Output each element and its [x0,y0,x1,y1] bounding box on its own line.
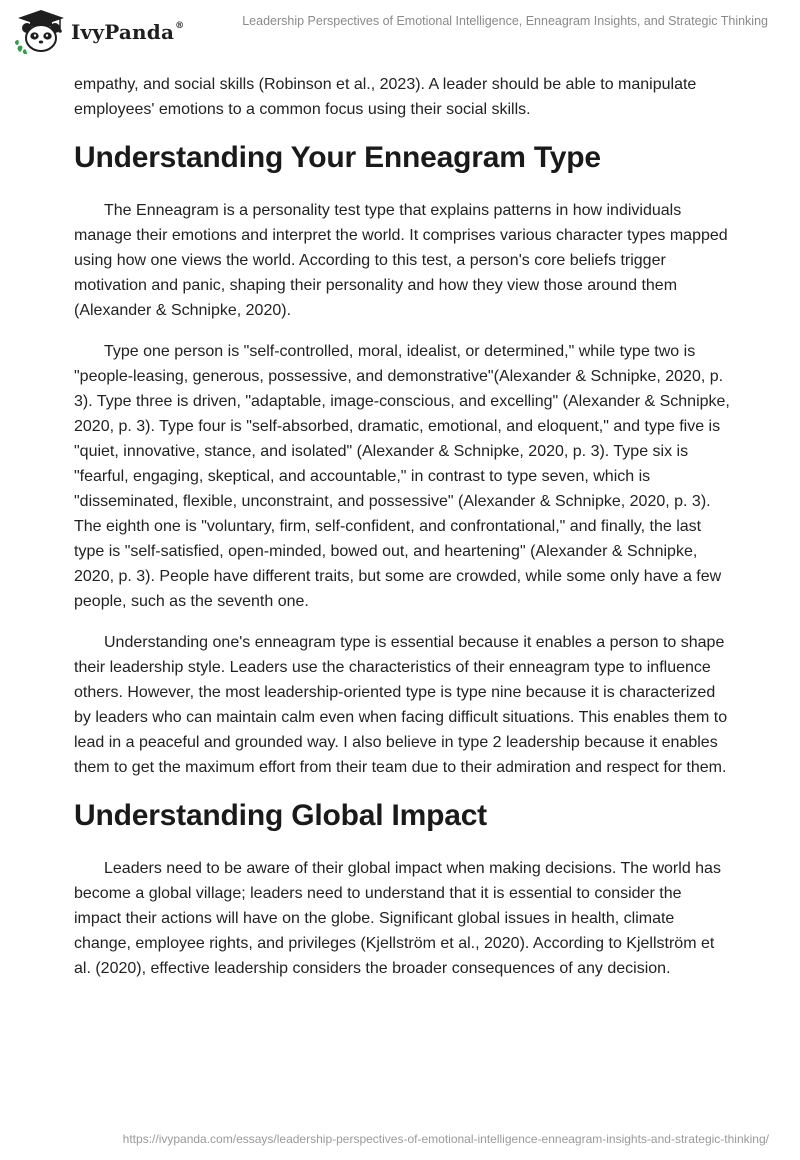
ivypanda-logo[interactable] [14,8,184,56]
section-heading-enneagram: Understanding Your Enneagram Type [74,141,601,174]
panda-graduate-icon [14,8,68,56]
essay-content [74,72,730,997]
section-heading-global-impact: Understanding Global Impact [74,799,487,832]
paragraph: Leaders need to be aware of their global impact when making decisions. The world has become a global village; leaders need to understand that it is essential to consider the impact their actions will have on the globe. Significant global issues in health, climate change, employee rights, and privileges (Kjellström et al., 2020). According to Kjellström et al. (2020), effective leadership considers the broader consequences of any decision. [74,860,721,977]
page-header [0,0,800,60]
intro-continuation: empathy, and social skills (Robinson et al., 2023). A leader should be able to manipulate employees' emotions to a common focus using their social skills. [74,76,697,118]
document-title: Leadership Perspectives of Emotional Intelligence, Enneagram Insights, and Strategic Thinking [242,14,768,28]
paragraph: Type one person is "self-controlled, moral, idealist, or determined," while type two is "people-leasing, generous, possessive, and demonstrative"(Alexander & Schnipke, 2020, p. 3). Type three is driven, "adaptable, image-conscious, and excelling" (Alexander & Schnipke, 2020, p. 3). Type four is "self-absorbed, dramatic, emotional, and eloquent," and type five is "quiet, innovative, stance, and isolated" (Alexander & Schnipke, 2020, p. 3). Type six is "fearful, engaging, skeptical, and accountable," in contrast to type seven, which is "disseminated, flexible, unconstraint, and possessive" (Alexander & Schnipke, 2020, p. 3). The eighth one is "voluntary, firm, self-confident, and confrontational," and finally, the last type is "self-satisfied, open-minded, bowed out, and heartening" (Alexander & Schnipke, 2020, p. 3). People have different traits, but some are crowded, while some only have a few people, such as the seventh one. [74,343,730,610]
registered-mark: ® [175,21,185,32]
paragraph: Understanding one's enneagram type is essential because it enables a person to shape their leadership style. Leaders use the characteristics of their enneagram type to influence others. However, the most leadership-oriented type is type nine because it is characterized by leaders who can maintain calm even when facing difficult situations. This enables them to lead in a peaceful and grounded way. I also believe in type 2 leadership because it enables them to get the maximum effort from their team due to their admiration and respect for them. [74,634,728,776]
brand-name: IvyPanda® [71,20,185,44]
paragraph: The Enneagram is a personality test type that explains patterns in how individuals manage their emotions and interpret the world. It comprises various character types mapped using how one views the world. According to this test, a person's core beliefs trigger motivation and panic, shaping their personality and how they view those around them (Alexander & Schnipke, 2020). [74,202,728,319]
source-url[interactable]: https://ivypanda.com/essays/leadership-perspectives-of-emotional-intelligence-enneagram-insights-and-strategic-thinking/ [122,1132,769,1146]
